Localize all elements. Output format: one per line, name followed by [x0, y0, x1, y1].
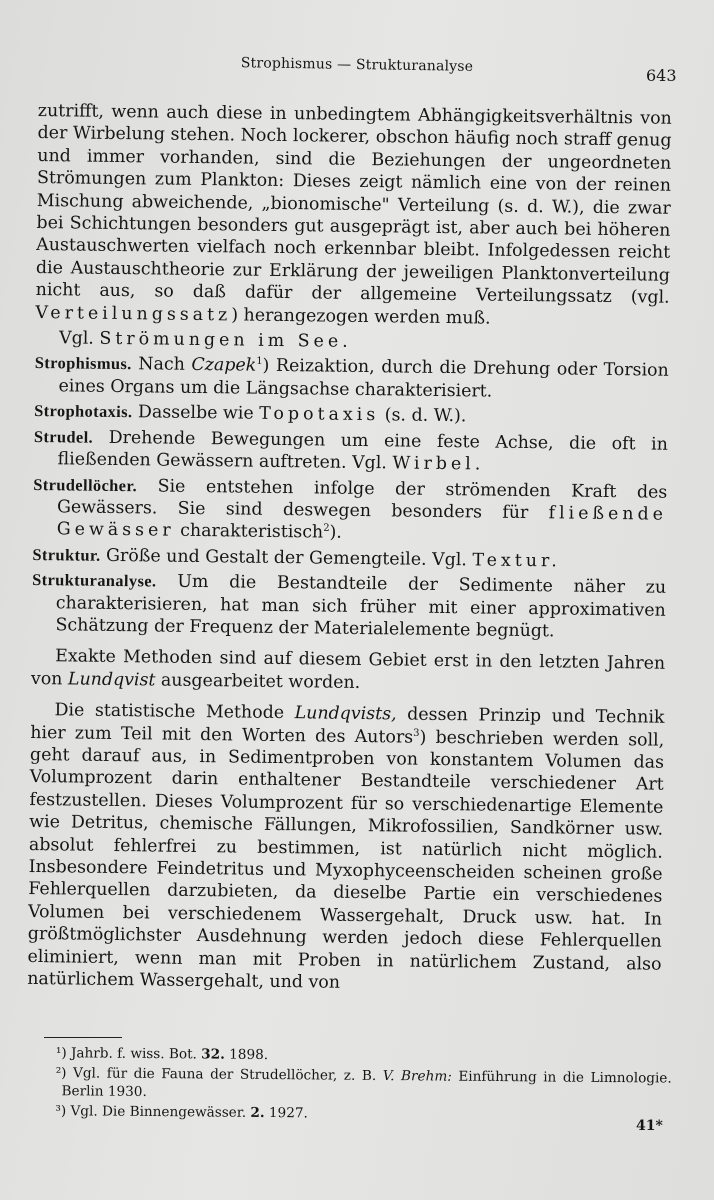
paragraph-exakte-methoden: Exakte Methoden sind auf diesem Gebiet erst in den letzten Jahren von Lundqvist ausgearbeitet worden. — [30, 646, 666, 693]
entry-term: Strophotaxis. — [34, 401, 133, 422]
author-name: Czapek — [191, 355, 257, 377]
entry-strophotaxis: Strophotaxis. Dasselbe wie Topotaxis (s. d. W.). — [34, 401, 467, 427]
entry-strudel: Strudel. Drehende Bewegungen um eine feste Achse, die oft in fließenden Gewässern auftreten. Vgl. Wirbel. — [33, 426, 668, 475]
footnote-marker: 3 — [413, 727, 420, 739]
entry-strophismus: Strophismus. Nach Czapek$^1$) Reizaktion, durch die Drehung oder Torsion eines Organs um die Längsachse charakterisiert. — [34, 353, 669, 402]
cross-reference: Topotaxis — [259, 404, 380, 426]
footnote-1: ¹) Jahrb. f. wiss. Bot. 32. 1898. — [55, 1045, 269, 1064]
signature-mark: 41* — [636, 1118, 663, 1134]
entry-term: Strophismus. — [34, 353, 132, 374]
cross-reference: fließende Gewässer — [56, 503, 668, 542]
main-text — [27, 100, 672, 1001]
cross-reference: Strömungen im See. — [99, 328, 352, 352]
footnote-3: ³) Vgl. Die Binnengewässer. 2. 1927. — [55, 1103, 308, 1122]
see-also-line: Vgl. Strömungen im See. — [58, 328, 352, 352]
page-number: 643 — [646, 66, 677, 85]
paragraph-statistische-methode: Die statistische Methode Lundqvists, dessen Prinzip und Technik hier zum Teil mit den Worten des Autors$^3$) beschrieben werden soll, geht darauf aus, in Sedimentproben von konstantem Volumen das Volumprozent darin enthaltener Bestandteile verschiedener Art festzustellen. Dieses Volumprozent für so verschiedenartige Elemente wie Detritus, chemische Fällungen, Mikrofossilien, Sandkörner usw. absolut fehlerfrei zu bestimmen, ist natürlich nicht möglich. Insbesondere Feindetritus und Myxophyceenscheiden scheinen große Fehlerquellen darzubieten, da dieselbe Partie ein verschiedenes Volumen bei verschiedenem Wassergehalt, Druck usw. hat. In größtmöglichster Ausdehnung werden jedoch diese Fehlerquellen eliminiert, wenn man mit Proben in natürlichem Zustand, also natürlichem Wassergehalt, und von — [27, 700, 665, 993]
author-name: Lundqvist — [67, 669, 156, 691]
author-name: V. Brehm: — [382, 1068, 452, 1085]
footnotes — [37, 1044, 672, 1128]
cross-reference: Textur. — [472, 550, 562, 572]
entry-term: Strudel. — [33, 426, 94, 447]
footnote-divider — [44, 1037, 122, 1038]
footnote-marker: 1 — [256, 356, 263, 368]
cross-reference: Wirbel. — [392, 453, 485, 475]
entry-strukturanalyse: Strukturanalyse. Um die Bestandteile der Sedimente näher zu charakterisieren, hat man sich früher mit einer approximativen Schätzung der Frequenz der Materialelemente begnügt. — [32, 570, 667, 642]
entry-term: Strukturanalyse. — [32, 570, 157, 591]
running-head: Strophismus — Strukturanalyse — [240, 55, 474, 75]
footnote-2: ²) Vgl. für die Fauna der Strudellöcher, z. B. V. Brehm: Einführung in die Limnologie. Berlin 1930. — [55, 1065, 672, 1100]
entry-struktur: Struktur. Größe und Gestalt der Gemengteile. Vgl. Textur. — [32, 544, 562, 572]
entry-term: Strudellöcher. — [33, 474, 138, 495]
cross-reference: Verteilungssatz — [35, 302, 232, 326]
author-name: Lundqvists, — [294, 703, 397, 725]
entry-term: Struktur. — [32, 544, 101, 565]
continuation-paragraph: zutrifft, wenn auch diese in unbedingtem Abhängigkeitsverhältnis von der Wirbelung stehen. Noch lockerer, obschon häufig noch straff genug und immer vorhanden, sind die Beziehungen der ungeordneten Strömungen zum Plankton: Dieses zeigt nämlich eine von der reinen Mischung abweichende, „bionomische" Verteilung (s. d. W.), die zwar bei Schichtungen besonders gut ausgeprägt ist, aber auch bei höheren Austauschwerten vielfach noch erkennbar bleibt. Infolgedessen reicht die Austauschtheorie zur Erklärung der jeweiligen Planktonverteilung nicht aus, so daß dafür der allgemeine Verteilungssatz (vgl. Verteilungssatz) herangezogen werden muß. — [35, 100, 672, 329]
footnote-marker: 2 — [323, 523, 330, 535]
entry-strudelloecher: Strudellöcher. Sie entstehen infolge der strömenden Kraft des Gewässers. Sie sind deswegen besonders für fließende Gewässer charakteristisch$^2$). — [33, 474, 668, 544]
